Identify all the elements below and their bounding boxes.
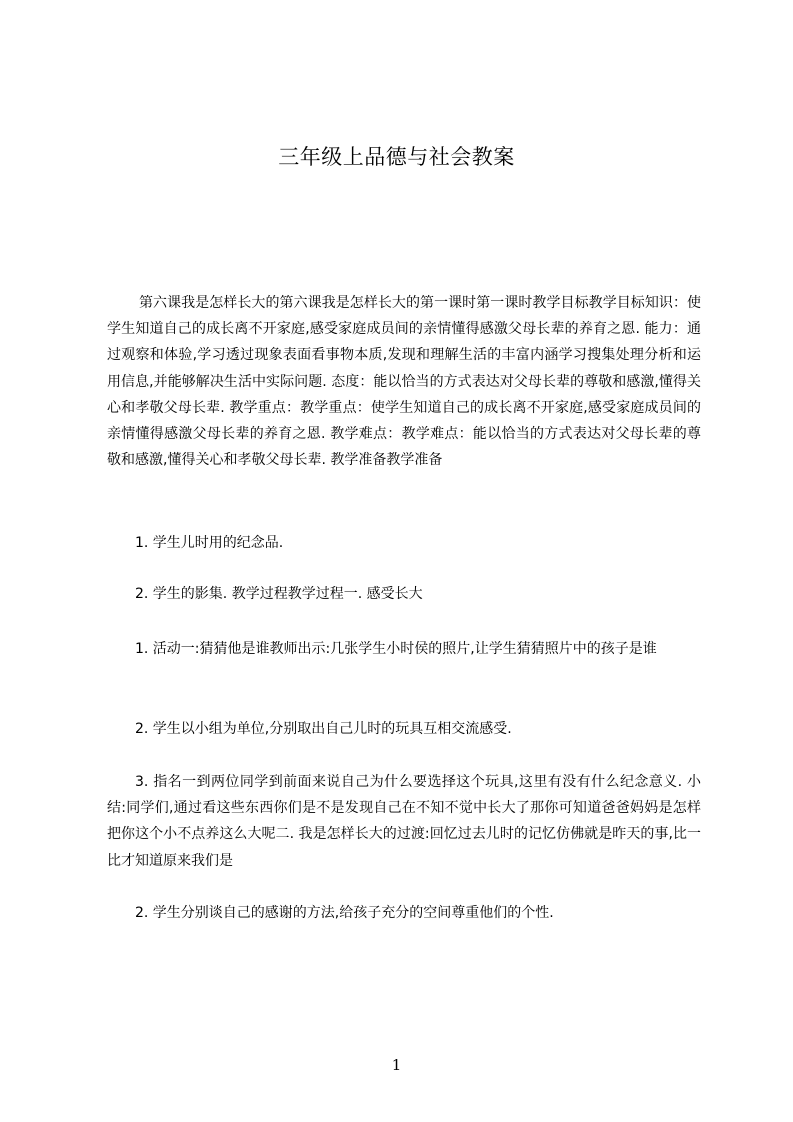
paragraph: 1. 活动一:猜猜他是谁教师出示:几张学生小时侯的照片,让学生猜猜照片中的孩子是谁	[135, 641, 657, 657]
page-number: 1	[391, 1056, 402, 1074]
paragraph: 2. 学生分别谈自己的感谢的方法,给孩子充分的空间尊重他们的个性.	[135, 905, 554, 921]
document-title: 三年级上品德与社会教案	[278, 145, 515, 169]
intro-paragraph: 第六课我是怎样长大的第六课我是怎样长大的第一课时第一课时教学目标教学目标知识：使学生知道自己的成长离不开家庭,感受家庭成员间的亲情懂得感激父母长辈的养育之恩. 能力：通过观察和体验,学习透过现象表面看事物本质,发现和理解生活的丰富内涵学习搜集处理分析和运用信息,并能够解决生活中实际问题. 态度：能以恰当的方式表达对父母长辈的尊敬和感激,懂得关心和孝敬父母长辈. 教学重点：教学重点：使学生知道自己的成长离不开家庭,感受家庭成员间的亲情懂得感激父母长辈的养育之恩. 教学难点：教学难点：能以恰当的方式表达对父母长辈的尊敬和感激,懂得关心和孝敬父母长辈. 教学准备教学准备	[107, 295, 701, 469]
paragraph: 3. 指名一到两位同学到前面来说自己为什么要选择这个玩具,这里有没有什么纪念意义. 小结:同学们,通过看这些东西你们是不是发现自己在不知不觉中长大了那你可知道爸爸妈妈是怎样把你这个小不点养这么大呢二. 我是怎样长大的过渡:回忆过去儿时的记忆仿佛就是昨天的事,比一比才知道原来我们是	[107, 774, 701, 869]
paragraph: 2. 学生以小组为单位,分别取出自己儿时的玩具互相交流感受.	[135, 721, 512, 737]
paragraph: 1. 学生儿时用的纪念品.	[135, 535, 284, 551]
paragraph: 2. 学生的影集. 教学过程教学过程一. 感受长大	[135, 586, 423, 602]
